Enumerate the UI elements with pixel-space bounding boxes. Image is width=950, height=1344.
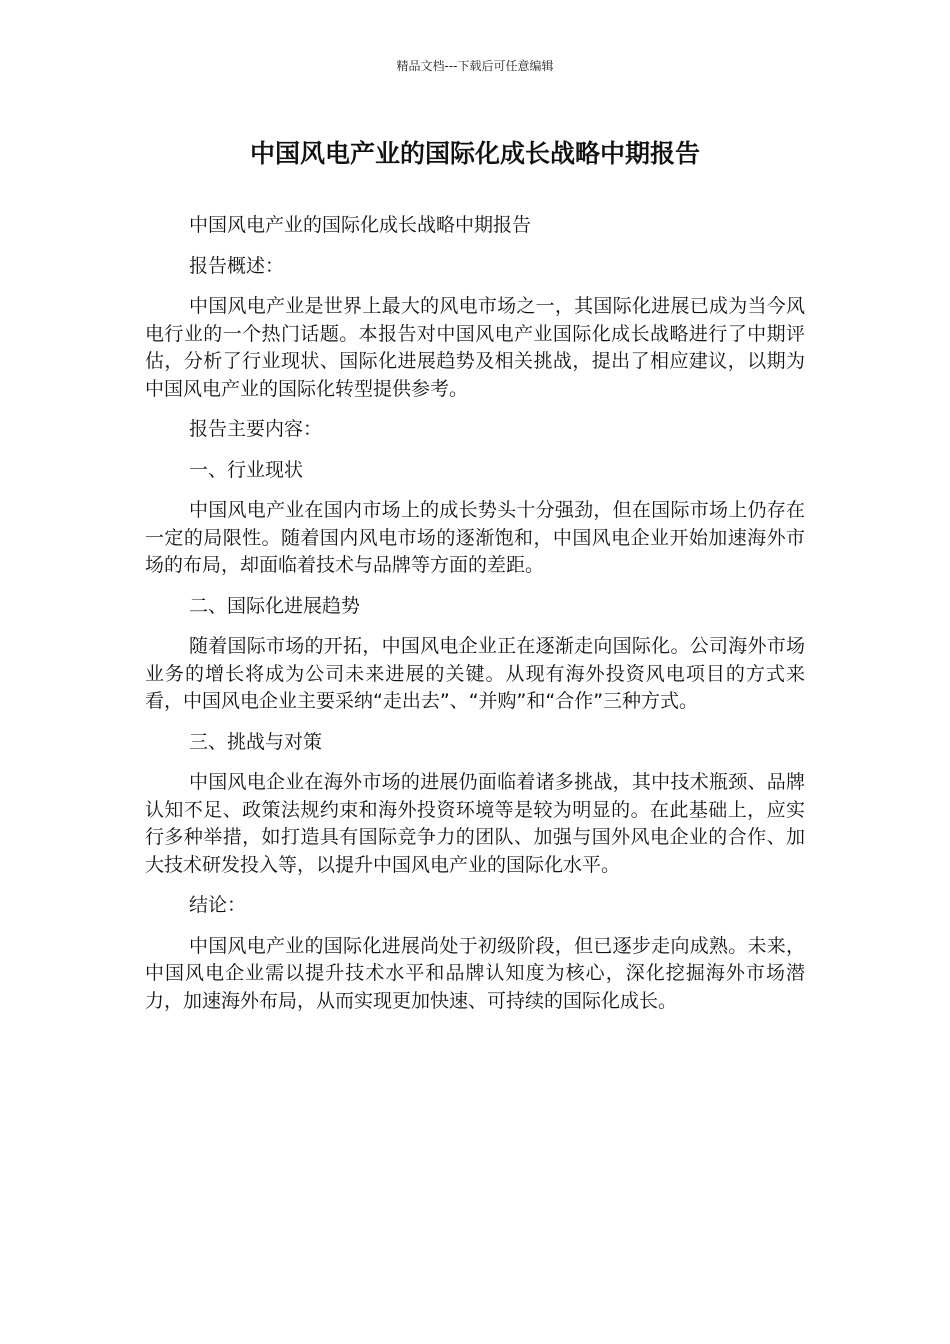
internationalization-trend-paragraph: 随着国际市场的开拓，中国风电企业正在逐渐走向国际化。公司海外市场业务的增长将成为公司未来进展的关键。从现有海外投资风电项目的方式来看，中国风电企业主要采纳“走出去”、“并购”和“合作”三种方式。 xyxy=(145,635,805,712)
page-header-note: 精品文档---下载后可任意编辑 xyxy=(396,59,554,73)
subtitle-paragraph: 中国风电产业的国际化成长战略中期报告 xyxy=(189,214,532,236)
section-heading-challenges: 三、挑战与对策 xyxy=(189,730,323,753)
conclusion-heading: 结论： xyxy=(189,894,247,916)
overview-paragraph: 中国风电产业是世界上最大的风电市场之一，其国际化进展已成为当今风电行业的一个热门话题。本报告对中国风电产业国际化成长战略进行了中期评估，分析了行业现状、国际化进展趋势及相关挑战，提出了相应建议，以期为中国风电产业的国际化转型提供参考。 xyxy=(145,295,805,400)
overview-heading: 报告概述： xyxy=(189,254,285,277)
document-body xyxy=(145,212,805,1028)
challenges-paragraph: 中国风电企业在海外市场的进展仍面临着诸多挑战，其中技术瓶颈、品牌认知不足、政策法规约束和海外投资环境等是较为明显的。在此基础上，应实行多种举措，如打造具有国际竞争力的团队、加强与国外风电企业的合作、加大技术研发投入等，以提升中国风电产业的国际化水平。 xyxy=(145,771,805,876)
conclusion-paragraph: 中国风电产业的国际化进展尚处于初级阶段，但已逐步走向成熟。未来，中国风电企业需以提升技术水平和品牌认知度为核心，深化挖掘海外市场潜力，加速海外布局，从而实现更加快速、可持续的国际化成长。 xyxy=(145,934,805,1012)
section-heading-industry-status: 一、行业现状 xyxy=(189,458,304,481)
industry-status-paragraph: 中国风电产业在国内市场上的成长势头十分强劲，但在国际市场上仍存在一定的局限性。随着国内风电市场的逐渐饱和，中国风电企业开始加速海外市场的布局，却面临着技术与品牌等方面的差距。 xyxy=(145,499,805,576)
document-title: 中国风电产业的国际化成长战略中期报告 xyxy=(249,139,700,168)
main-content-heading: 报告主要内容： xyxy=(189,418,323,440)
section-heading-internationalization-trend: 二、国际化进展趋势 xyxy=(189,594,361,617)
